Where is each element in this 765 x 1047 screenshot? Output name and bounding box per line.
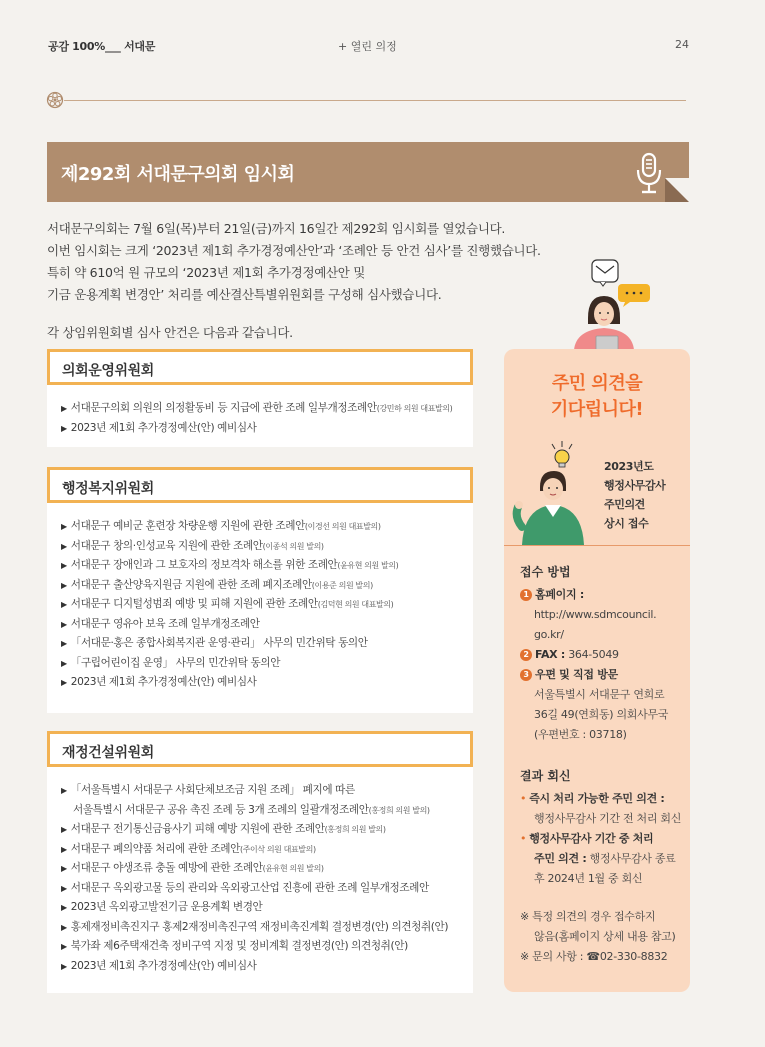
arrow-icon: ▶ (61, 658, 67, 668)
list-item (61, 634, 467, 654)
list-item (61, 654, 467, 674)
agenda-sponsor: (강민하 의원 대표발의) (376, 404, 453, 413)
list-item (61, 918, 467, 938)
homepage-link[interactable]: go.kr/ (534, 628, 564, 641)
method-heading: 접수 방법 (520, 565, 571, 579)
list-item (61, 556, 467, 576)
list-item (61, 517, 467, 537)
note-line: ※ 특정 의견의 경우 접수하지 (520, 910, 656, 923)
agenda-text: 북가좌 제6주택재건축 정비구역 지정 및 정비계획 결정변경(안) 의견청취(안) (70, 940, 408, 952)
notice-line: 2023년도 (604, 460, 654, 473)
flower-icon (46, 91, 64, 109)
committee-heading (47, 467, 473, 503)
arrow-icon: ▶ (61, 922, 67, 932)
address-line: 36길 49(연희동) 의회사무국 (534, 708, 669, 721)
bullet-icon: • (520, 792, 527, 805)
committee-box-administration-welfare (47, 467, 473, 713)
address-line: 서울특별시 서대문구 연희로 (534, 688, 665, 701)
list-item (61, 898, 467, 918)
agenda-text: 「서울특별시 서대문구 사회단체보조금 지원 조례」 폐지에 따른 (70, 784, 355, 796)
list-item (61, 576, 467, 596)
title-banner (47, 142, 689, 202)
arrow-icon: ▶ (61, 522, 67, 531)
list-item (61, 615, 467, 635)
number-2-icon: 2 (520, 649, 532, 661)
agenda-sponsor: (이경선 의원 대표발의) (304, 522, 381, 531)
agenda-text: 서대문구 옥외광고물 등의 관리와 옥외광고산업 진흥에 관한 조례 일부개정조례안 (70, 881, 429, 894)
committee-name: 재정건설위원회 (62, 745, 154, 761)
agenda-sponsor: (이용준 의원 발의) (311, 580, 373, 590)
arrow-icon: ▶ (61, 825, 67, 834)
note-line: 않음(홈페이지 상세 내용 참고) (534, 930, 676, 943)
notes (520, 907, 688, 967)
arrow-icon: ▶ (61, 786, 67, 795)
agenda-text: 2023년 제1회 추가경정예산(안) 예비심사 (70, 676, 257, 688)
intro-line: 특히 약 610억 원 규모의 ‘2023년 제1회 추가경정예산안 및 (47, 265, 366, 280)
intro-line: 기금 운용계획 변경안’ 처리를 예산결산특별위원회를 구성해 심사했습니다. (47, 287, 442, 302)
number-3-icon: 3 (520, 669, 532, 681)
agenda-text: 서대문구 예비군 훈련장 차량운행 지원에 관한 조례안 (70, 520, 305, 532)
page-number: 24 (675, 38, 689, 51)
note-line: ※ 문의 사항 : ☎02-330-8832 (520, 950, 668, 963)
homepage-link[interactable]: http://www.sdmcouncil. (534, 608, 657, 621)
committee-box-finance-construction (47, 731, 473, 993)
agenda-text: 서대문구 디지털성범죄 예방 및 피해 지원에 관한 조례안 (70, 598, 318, 610)
list-item (61, 595, 467, 615)
result-list (520, 789, 688, 889)
agenda-sponsor: (홍정희 의원 발의) (368, 805, 430, 815)
result-text: 행정사무감사 기간 전 처리 회신 (534, 812, 682, 825)
man-lightbulb-illustration (512, 441, 598, 545)
arrow-icon: ▶ (61, 903, 67, 912)
committee-heading (47, 731, 473, 767)
arrow-icon: ▶ (61, 883, 67, 893)
notice-line: 행정사무감사 (604, 479, 666, 492)
agenda-text: 2023년 옥외광고발전기금 운용계획 변경안 (70, 901, 263, 913)
method-label: FAX : (535, 648, 565, 661)
list-item (61, 820, 467, 840)
agenda-text: 「서대문·홍은 종합사회복지관 운영·관리」 사무의 민간위탁 동의안 (70, 637, 368, 649)
result-label: 주민 의견 : (534, 852, 587, 865)
page-title: 제292회 서대문구의회 임시회 (61, 164, 295, 185)
committee-box-council-operation (47, 349, 473, 447)
arrow-icon: ▶ (61, 423, 67, 433)
agenda-text: 서대문구 폐의약품 처리에 관한 조례안 (70, 842, 240, 855)
arrow-icon: ▶ (61, 619, 67, 629)
lead-text: 각 상임위원회별 심사 안건은 다음과 같습니다. (47, 325, 293, 340)
agenda-text: 서대문구 출산양육지원금 지원에 관한 조례 폐지조례안 (70, 578, 312, 591)
arrow-icon: ▶ (61, 942, 67, 951)
agenda-text: 서대문구 장애인과 그 보호자의 정보격차 해소를 위한 조례안 (70, 559, 338, 571)
method-label: 홈페이지 : (535, 588, 584, 601)
list-item (61, 859, 467, 879)
list-item (61, 840, 467, 860)
agenda-text: 「구립어린이집 운영」 사무의 민간위탁 동의안 (70, 656, 281, 669)
arrow-icon: ▶ (61, 561, 67, 570)
result-text: 행정사무감사 종료 (589, 852, 676, 865)
method-label: 우편 및 직접 방문 (535, 668, 618, 681)
list-item (61, 937, 467, 957)
page-header (48, 38, 689, 56)
arrow-icon: ▶ (61, 541, 67, 551)
agenda-text: 2023년 제1회 추가경정예산(안) 예비심사 (70, 959, 257, 972)
arrow-icon: ▶ (61, 639, 67, 648)
committee-name: 행정복지위원회 (62, 481, 154, 497)
list-item (61, 879, 467, 899)
woman-laptop-illustration (570, 258, 660, 350)
arrow-icon: ▶ (61, 600, 67, 609)
microphone-icon (635, 152, 663, 196)
fax-number: 364-5049 (568, 648, 619, 661)
agenda-sponsor: (홍정희 의원 발의) (324, 825, 386, 834)
intro-line: 이번 임시회는 크게 ‘2023년 제1회 추가경정예산안’과 ‘조례안 등 안건 심사’를 진행했습니다. (47, 243, 541, 258)
agenda-text: 서대문구 전기통신금융사기 피해 예방 지원에 관한 조례안 (70, 823, 325, 835)
sidebar-title-line: 주민 의견을 (551, 373, 643, 394)
arrow-icon: ▶ (61, 844, 67, 854)
citizen-opinion-sidebar (504, 349, 690, 992)
agenda-sponsor: (주이삭 의원 대표발의) (239, 844, 316, 854)
agenda-text: 서울특별시 서대문구 공유 촉진 조례 등 3개 조례의 일괄개정조례안 (73, 803, 369, 816)
sidebar-title (504, 371, 690, 423)
address-line: (우편번호 : 03718) (534, 728, 627, 741)
banner-fold (665, 178, 689, 202)
result-label: 행정사무감사 기간 중 처리 (529, 832, 654, 845)
sidebar-divider (504, 545, 690, 546)
bullet-icon: • (520, 832, 527, 845)
divider (64, 100, 686, 101)
agenda-text: 서대문구 야생조류 충돌 예방에 관한 조례안 (70, 862, 263, 874)
list-item (61, 537, 467, 557)
agenda-text: 2023년 제1회 추가경정예산(안) 예비심사 (70, 421, 257, 434)
list-item (61, 957, 467, 977)
notice-line: 상시 접수 (604, 517, 649, 530)
arrow-icon: ▶ (61, 404, 67, 413)
arrow-icon: ▶ (61, 961, 67, 971)
agenda-sponsor: (윤유현 의원 발의) (262, 864, 324, 873)
agenda-list (61, 517, 467, 693)
method-list (520, 585, 688, 745)
agenda-sponsor: (김덕현 의원 대표발의) (317, 600, 394, 609)
notice-text (604, 457, 665, 533)
agenda-text: 서대문구 창의·인성교육 지원에 관한 조례안 (70, 539, 263, 552)
agenda-text: 서대문구의회 의원의 의정활동비 등 지급에 관한 조례 일부개정조례안 (70, 402, 377, 414)
result-heading: 결과 회신 (520, 769, 571, 783)
number-1-icon: 1 (520, 589, 532, 601)
magazine-brand: 공감 100%___ 서대문 (48, 40, 156, 53)
result-text: 후 2024년 1월 중 회신 (534, 872, 643, 885)
result-label: 즉시 처리 가능한 주민 의견 : (529, 792, 665, 805)
intro-line: 서대문구의회는 7월 6일(목)부터 21일(금)까지 16일간 제292회 임시회를 열었습니다. (47, 221, 506, 236)
list-item (61, 419, 467, 439)
arrow-icon: ▶ (61, 678, 67, 687)
section-name: + 열린 의정 (338, 40, 397, 53)
list-item (61, 781, 467, 801)
sidebar-title-line: 기다립니다! (550, 399, 644, 420)
agenda-text: 홍제재정비촉진지구 홍제2재정비촉진구역 재정비촉진계획 결정변경(안) 의견청취(안) (70, 920, 449, 933)
agenda-sponsor: (이종석 의원 발의) (262, 541, 324, 551)
list-item (61, 801, 467, 821)
agenda-text: 서대문구 영유아 보육 조례 일부개정조례안 (70, 617, 260, 630)
arrow-icon: ▶ (61, 580, 67, 590)
notice-line: 주민의견 (604, 498, 645, 511)
agenda-sponsor: (윤유현 의원 발의) (337, 561, 399, 570)
agenda-list (61, 781, 467, 976)
arrow-icon: ▶ (61, 864, 67, 873)
intro-paragraph (47, 218, 587, 306)
list-item (61, 399, 467, 419)
list-item (61, 673, 467, 693)
agenda-list (61, 399, 467, 438)
committee-name: 의회운영위원회 (62, 363, 154, 379)
committee-heading (47, 349, 473, 385)
